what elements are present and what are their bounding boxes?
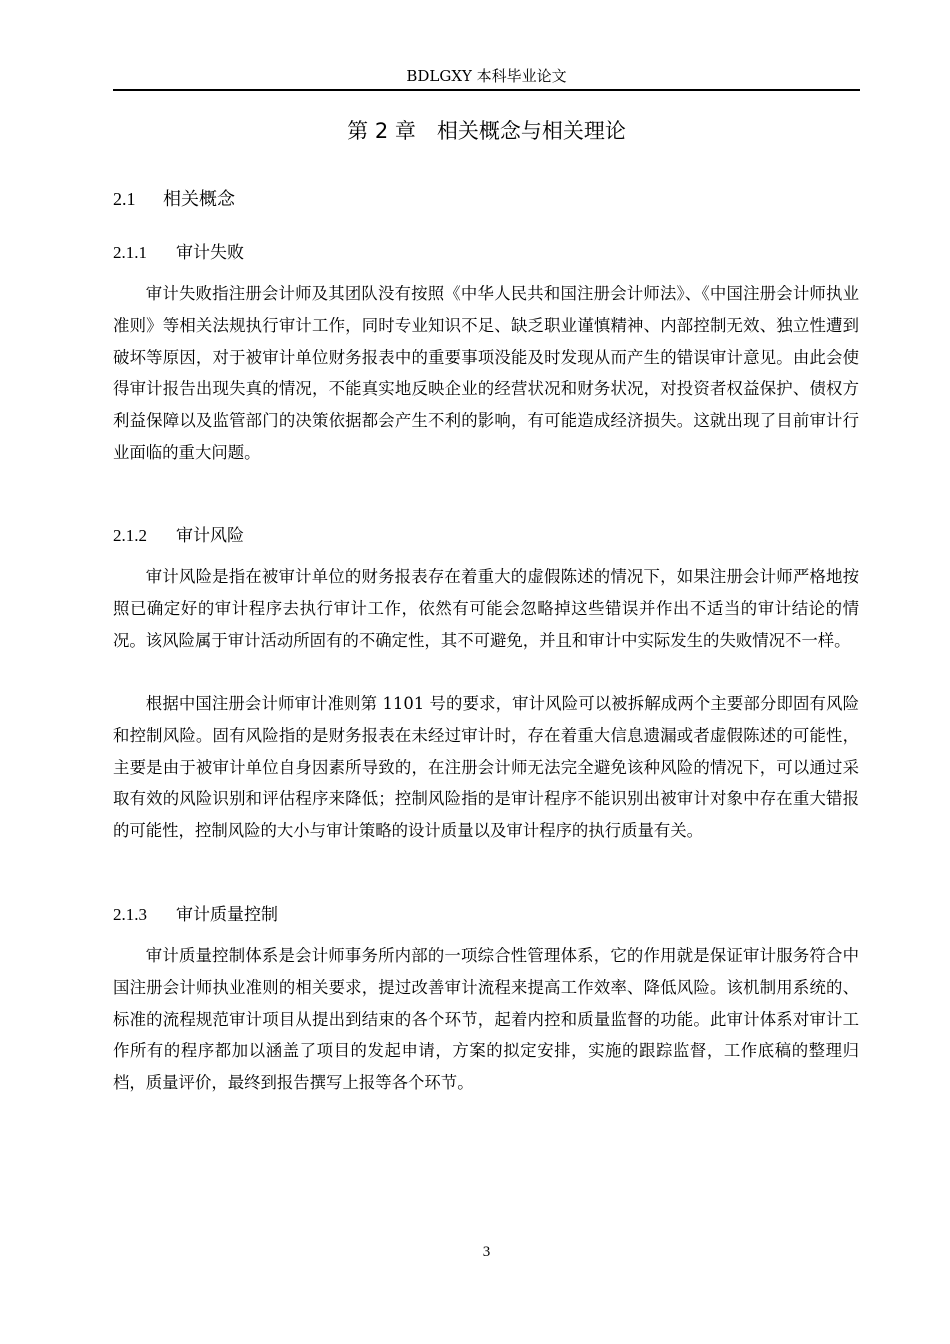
running-header: BDLGXY 本科毕业论文: [406, 67, 567, 85]
section-number: 2.1.3: [113, 905, 147, 924]
page-number: 3: [482, 1244, 491, 1260]
header-rule: [113, 89, 860, 91]
section-title: 审计质量控制: [176, 905, 278, 925]
paragraph-audit-risk-definition: 审计风险是指在被审计单位的财务报表存在着重大的虚假陈述的情况下，如果注册会计师严格地按照已确定好的审计程序去执行审计工作，依然有可能会忽略掉这些错误并作出不适当的审计结论的情况。该风险属于审计活动所固有的不确定性，其不可避免，并且和审计中实际发生的失败情况不一样。: [113, 567, 859, 650]
section-heading-2-1-2: [113, 523, 244, 549]
section-heading-2-1-3: [113, 902, 278, 928]
chapter-title: 第 2 章 相关概念与相关理论: [347, 119, 626, 143]
section-number: 2.1: [113, 189, 136, 209]
section-title: 相关概念: [163, 189, 235, 210]
section-number: 2.1.1: [113, 243, 147, 262]
section-title: 审计失败: [176, 243, 244, 263]
section-number: 2.1.2: [113, 526, 147, 545]
paragraph-audit-quality-control: 审计质量控制体系是会计师事务所内部的一项综合性管理体系，它的作用就是保证审计服务符合中国注册会计师执业准则的相关要求，提过改善审计流程来提高工作效率、降低风险。该机制用系统的、标准的流程规范审计项目从提出到结束的各个环节，起着内控和质量监督的功能。此审计体系对审计工作所有的程序都加以涵盖了项目的发起申请，方案的拟定安排，实施的跟踪监督，工作底稿的整理归档，质量评价，最终到报告撰写上报等各个环节。: [113, 946, 859, 1093]
section-heading-2-1-1: [113, 240, 244, 266]
section-heading-2-1: [113, 186, 235, 213]
paragraph-audit-failure: 审计失败指注册会计师及其团队没有按照《中华人民共和国注册会计师法》、《中国注册会计师执业准则》等相关法规执行审计工作，同时专业知识不足、缺乏职业谨慎精神、内部控制无效、独立性遭到破坏等原因，对于被审计单位财务报表中的重要事项没能及时发现从而产生的错误审计意见。由此会使得审计报告出现失真的情况，不能真实地反映企业的经营状况和财务状况，对投资者权益保护、债权方利益保障以及监管部门的决策依据都会产生不利的影响，有可能造成经济损失。这就出现了目前审计行业面临的重大问题。: [113, 284, 859, 462]
paragraph-audit-risk-components: 根据中国注册会计师审计准则第 1101 号的要求，审计风险可以被拆解成两个主要部分即固有风险和控制风险。固有风险指的是财务报表在未经过审计时，存在着重大信息遗漏或者虚假陈述的可能性，主要是由于被审计单位自身因素所导致的，在注册会计师无法完全避免该种风险的情况下，可以通过采取有效的风险识别和评估程序来降低；控制风险指的是审计程序不能识别出被审计对象中存在重大错报的可能性，控制风险的大小与审计策略的设计质量以及审计程序的执行质量有关。: [113, 694, 859, 841]
section-title: 审计风险: [176, 526, 244, 546]
